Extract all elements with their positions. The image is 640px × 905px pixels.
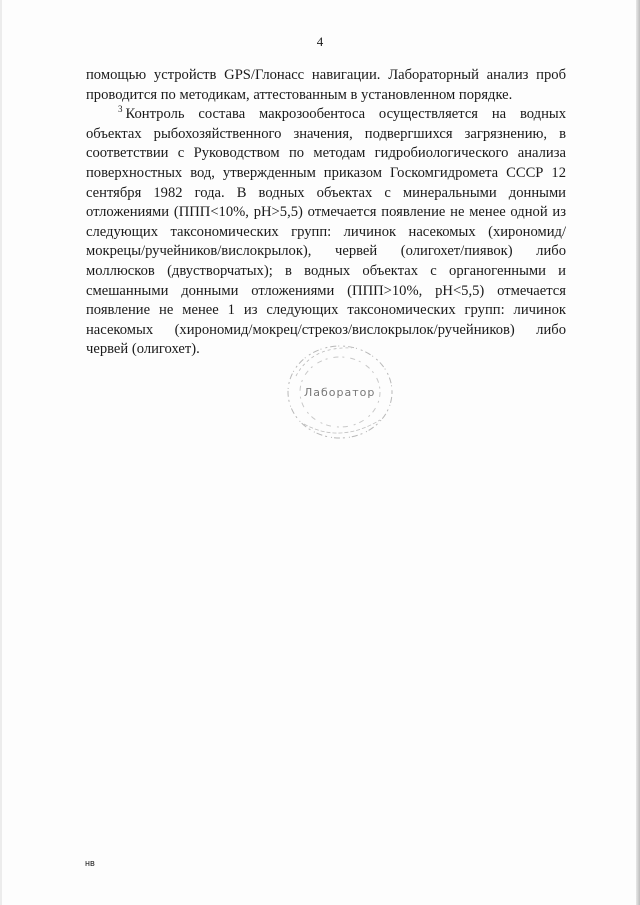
paragraph-continuation: помощью устройств GPS/Глонасс навигации. Лабораторный анализ проб проводится по методикам, аттестованным в установленном порядке. [86,67,566,103]
paragraph-macrozoobenthos [86,105,566,360]
stamp-arc-mark [296,348,352,376]
paragraph-macrozoobenthos-text: Контроль состава макрозообентоса осуществляется на водных объектах рыбохозяйственного значения, подвергшихся загрязнению, в соответствии с Руководством по методам гидробиологического анализа поверхностных вод, утвержденным приказом Госкомгидромета СССР 12 сентября 1982 года. В водных объектах с минеральными донными отложениями (ППП<10%, pH>5,5) отмечается появление не менее одной из следующих таксономических групп: личинок насекомых (хирономид/мокрецы/ручейников/вислокрылок), червей (олигохет/пиявок) либо моллюсков (двустворчатых); в водных объектах с органогенными и смешанными донными отложениями (ППП>10%, pH<5,5) отмечается появление не менее 1 из следующих таксономических групп: личинок насекомых (хирономид/мокрец/стрекоз/вислокрылок/ручейников) либо червей (олигохет). [86,106,566,358]
page-number: 4 [316,34,324,49]
footer-code: нв [85,858,95,868]
page-left-edge [0,0,2,905]
stamp-arc-mark-lower [304,420,380,433]
document-body [86,66,566,360]
stamp-label: Лаборатор [304,386,376,399]
page-right-edge [636,0,640,905]
footnote-marker: 3 [118,104,123,115]
